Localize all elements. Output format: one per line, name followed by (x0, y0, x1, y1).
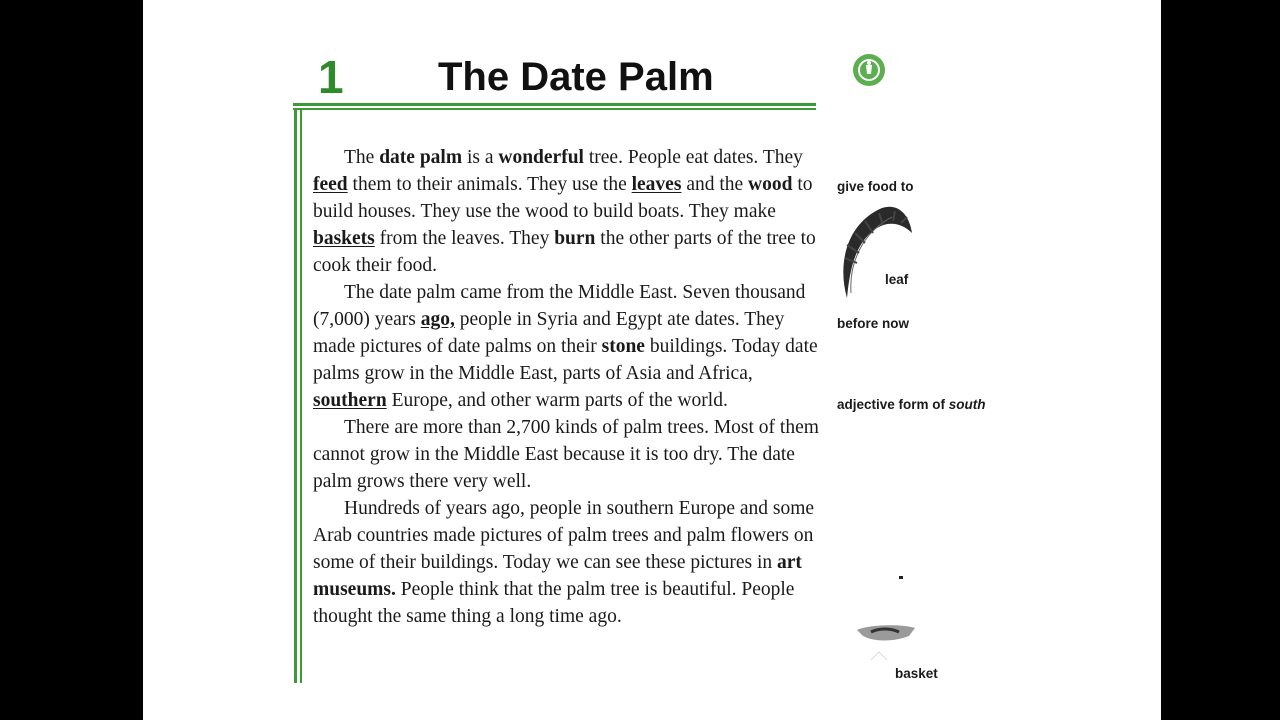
paragraph-3: There are more than 2,700 kinds of palm trees. Most of them cannot grow in the Middle East because it is too dry. The date palm grows there very well. (313, 417, 819, 492)
gloss-feed: give food to (837, 179, 914, 194)
page-title: The Date Palm (438, 55, 714, 99)
basket-illustration (849, 572, 929, 664)
vocab-burn: burn (554, 228, 596, 249)
vocab-wood: wood (748, 174, 793, 195)
header-rule-inner (293, 108, 816, 110)
paragraph-2: The date palm came from the Middle East. Seven thousand (7,000) years ago, people in Syria and Egypt ate dates. They made pictures of date palms on their stone buildings. Today date palms grow in the Middle East, parts of Asia and Africa, southern Europe, and other warm parts of the world. (313, 282, 818, 411)
vocab-date-palm: date palm (379, 147, 463, 168)
textbook-page (143, 0, 1161, 720)
header-rule (293, 103, 816, 106)
side-rule-inner (300, 108, 302, 683)
gloss-basket: basket (895, 666, 938, 681)
vocab-baskets: baskets (313, 228, 375, 249)
gloss-leaf: leaf (885, 272, 909, 287)
chapter-number: 1 (318, 51, 344, 103)
reading-text (313, 144, 823, 630)
vocab-stone: stone (601, 336, 645, 357)
vocab-ago: ago, (420, 309, 455, 330)
vocab-southern: southern (313, 390, 387, 411)
vocab-wonderful: wonderful (498, 147, 584, 168)
vocab-leaves: leaves (631, 174, 682, 195)
paragraph-4: Hundreds of years ago, people in southern Europe and some Arab countries made pictures of palm trees and palm flowers on some of their buildings. Today we can see these pictures in art museums. People think that the palm tree is beautiful. People thought the same thing a long time ago. (313, 498, 815, 627)
vocab-art-museums: art museums. (313, 552, 802, 600)
paragraph-1: The date palm is a wonderful tree. People eat dates. They feed them to their animals. They use the leaves and the wood to build houses. They use the wood to build boats. They make baskets from the leaves. They burn the other parts of the tree to cook their food. (313, 147, 816, 276)
vocab-feed: feed (313, 174, 348, 195)
gloss-ago: before now (837, 316, 910, 331)
medallion-emblem-icon (851, 52, 887, 88)
side-rule (294, 108, 297, 683)
gloss-southern: adjective form of south (837, 397, 986, 412)
